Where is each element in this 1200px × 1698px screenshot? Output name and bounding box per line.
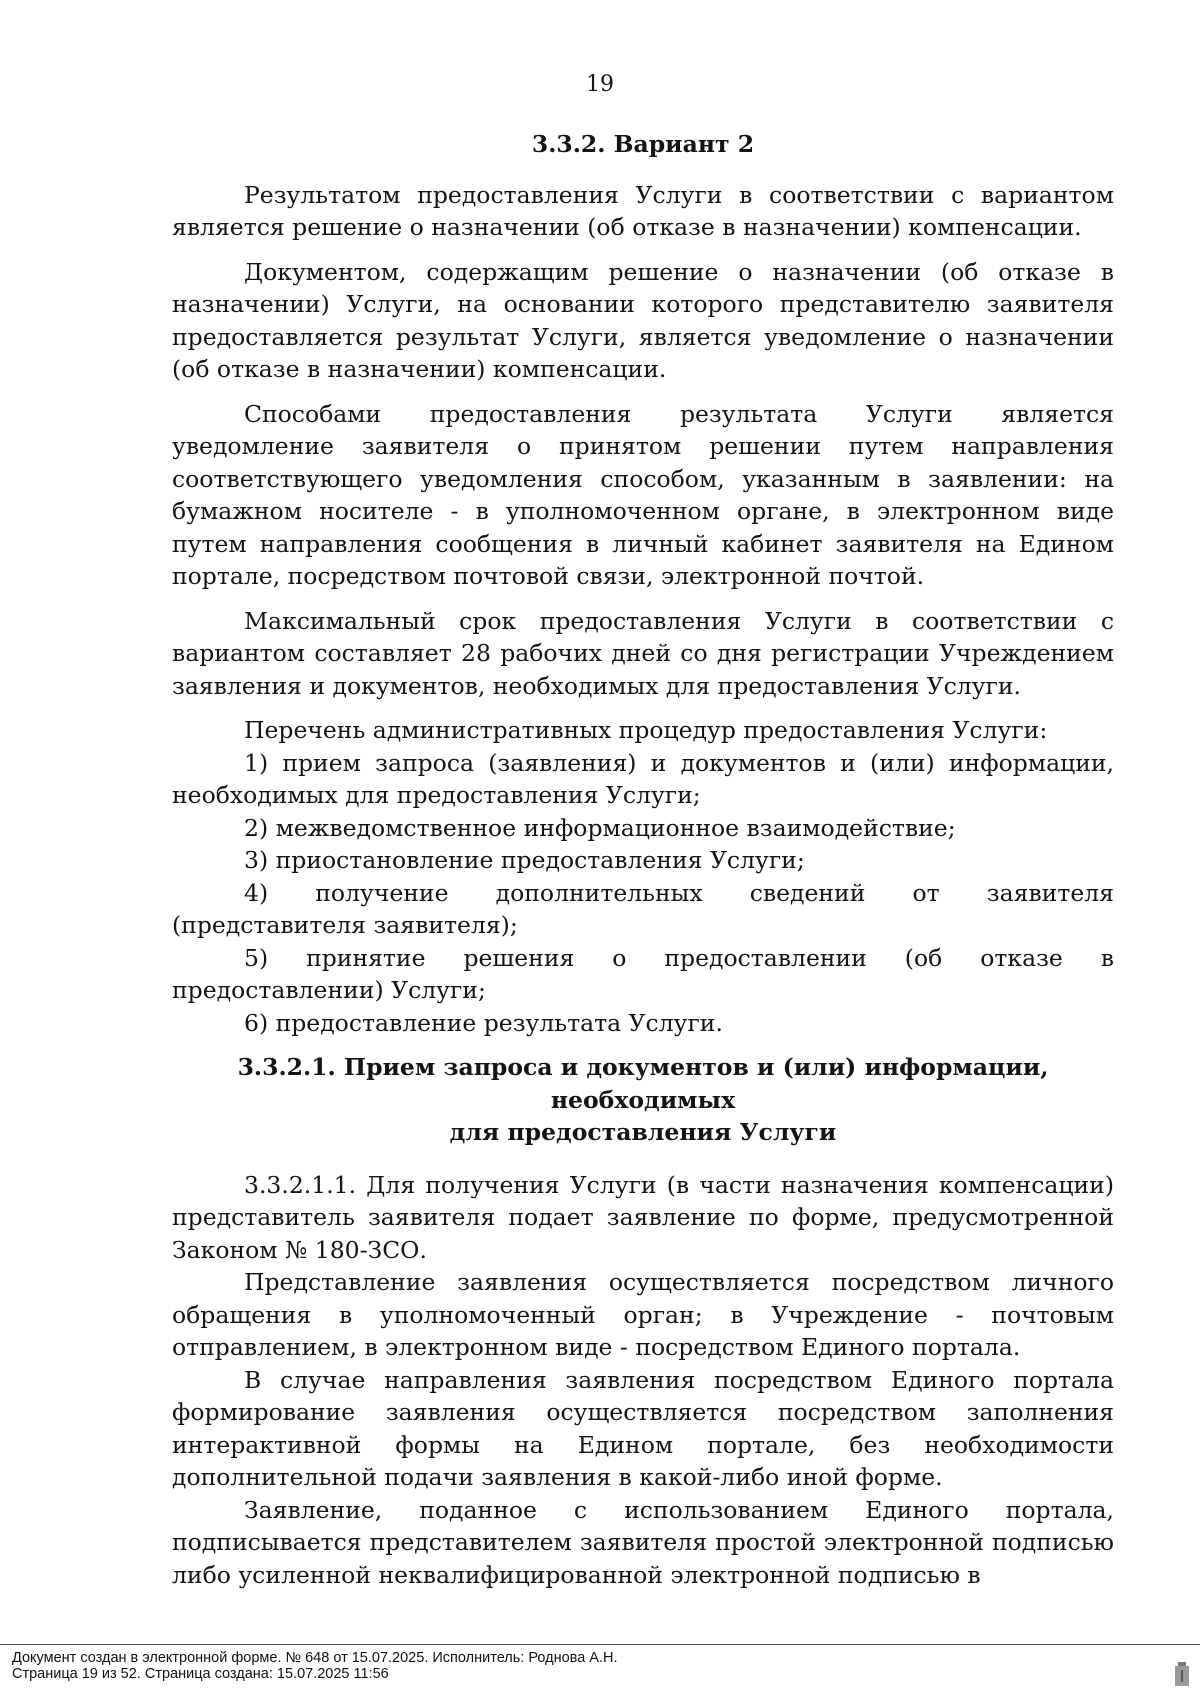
list-item: 3) приостановление предоставления Услуги; [244, 846, 805, 874]
footer-divider [0, 1644, 1200, 1645]
subsection-heading-line1: 3.3.2.1. Прием запроса и документов и (или) информации, необходимых [237, 1053, 1049, 1114]
paragraph-signature: Заявление, поданное с использованием Единого портала, подписывается представителем заявителя простой электронной подписью либо усиленной неквалифицированной электронной подписью в [172, 1495, 1114, 1589]
list-item: 4) получение дополнительных сведений от заявителя (представителя заявителя); [172, 878, 1114, 939]
page-number: 19 [586, 72, 614, 97]
footer-line-1: Документ создан в электронной форме. № 648 от 15.07.2025. Исполнитель: Роднова А.Н. [12, 1650, 618, 1666]
list-item: 1) прием запроса (заявления) и документов и (или) информации, необходимых для предоставления Услуги; [172, 748, 1114, 809]
paragraph-document: Документом, содержащим решение о назначении (об отказе в назначении) Услуги, на основании которого представителю заявителя предоставляется результат Услуги, является уведомление о назначении (об отказе в назначении) компенсации. [172, 257, 1114, 383]
section-heading: 3.3.2. Вариант 2 [531, 130, 755, 158]
footer [12, 1650, 618, 1682]
paragraph-result: Результатом предоставления Услуги в соответствии с вариантом является решение о назначении (об отказе в назначении) компенсации. [172, 180, 1114, 241]
paragraph-portal: В случае направления заявления посредством Единого портала формирование заявления осуществляется посредством заполнения интерактивной формы на Едином портале, без необходимости дополнительной подачи заявления в какой-либо иной форме. [172, 1365, 1114, 1491]
paragraph-submission: Представление заявления осуществляется посредством личного обращения в уполномоченный орган; в Учреждение - почтовым отправлением, в электронном виде - посредством Единого портала. [172, 1268, 1114, 1361]
paragraph-methods: Способами предоставления результата Услуги является уведомление заявителя о принятом решении путем направления соответствующего уведомления способом, указанным в заявлении: на бумажном носителе - в уполномоченном органе, в электронном виде путем направления сообщения в личный кабинет заявителя на Едином портале, посредством почтовой связи, электронной почтой. [172, 399, 1114, 590]
list-item: 2) межведомственное информационное взаимодействие; [244, 813, 956, 842]
document-body [172, 128, 1114, 1591]
procedures-intro: Перечень административных процедур предоставления Услуги: [244, 716, 1048, 744]
list-item: 6) предоставление результата Услуги. [244, 1008, 723, 1037]
footer-line-2: Страница 19 из 52. Страница создана: 15.07.2025 11:56 [12, 1666, 389, 1682]
list-item: 5) принятие решения о предоставлении (об отказе в предоставлении) Услуги; [172, 943, 1114, 1004]
emblem-icon [1172, 1660, 1192, 1690]
procedures-list [172, 747, 1114, 1040]
subsection-heading-line2: для предоставления Услуги [449, 1118, 837, 1146]
paragraph-deadline: Максимальный срок предоставления Услуги в соответствии с вариантом составляет 28 рабочих дней со дня регистрации Учреждением заявления и документов, необходимых для предоставления Услуги. [172, 606, 1114, 700]
paragraph-application: 3.3.2.1.1. Для получения Услуги (в части назначения компенсации) представитель заявителя подает заявление по форме, предусмотренной Законом № 180-ЗСО. [172, 1170, 1114, 1264]
subsection-heading [172, 1051, 1114, 1149]
